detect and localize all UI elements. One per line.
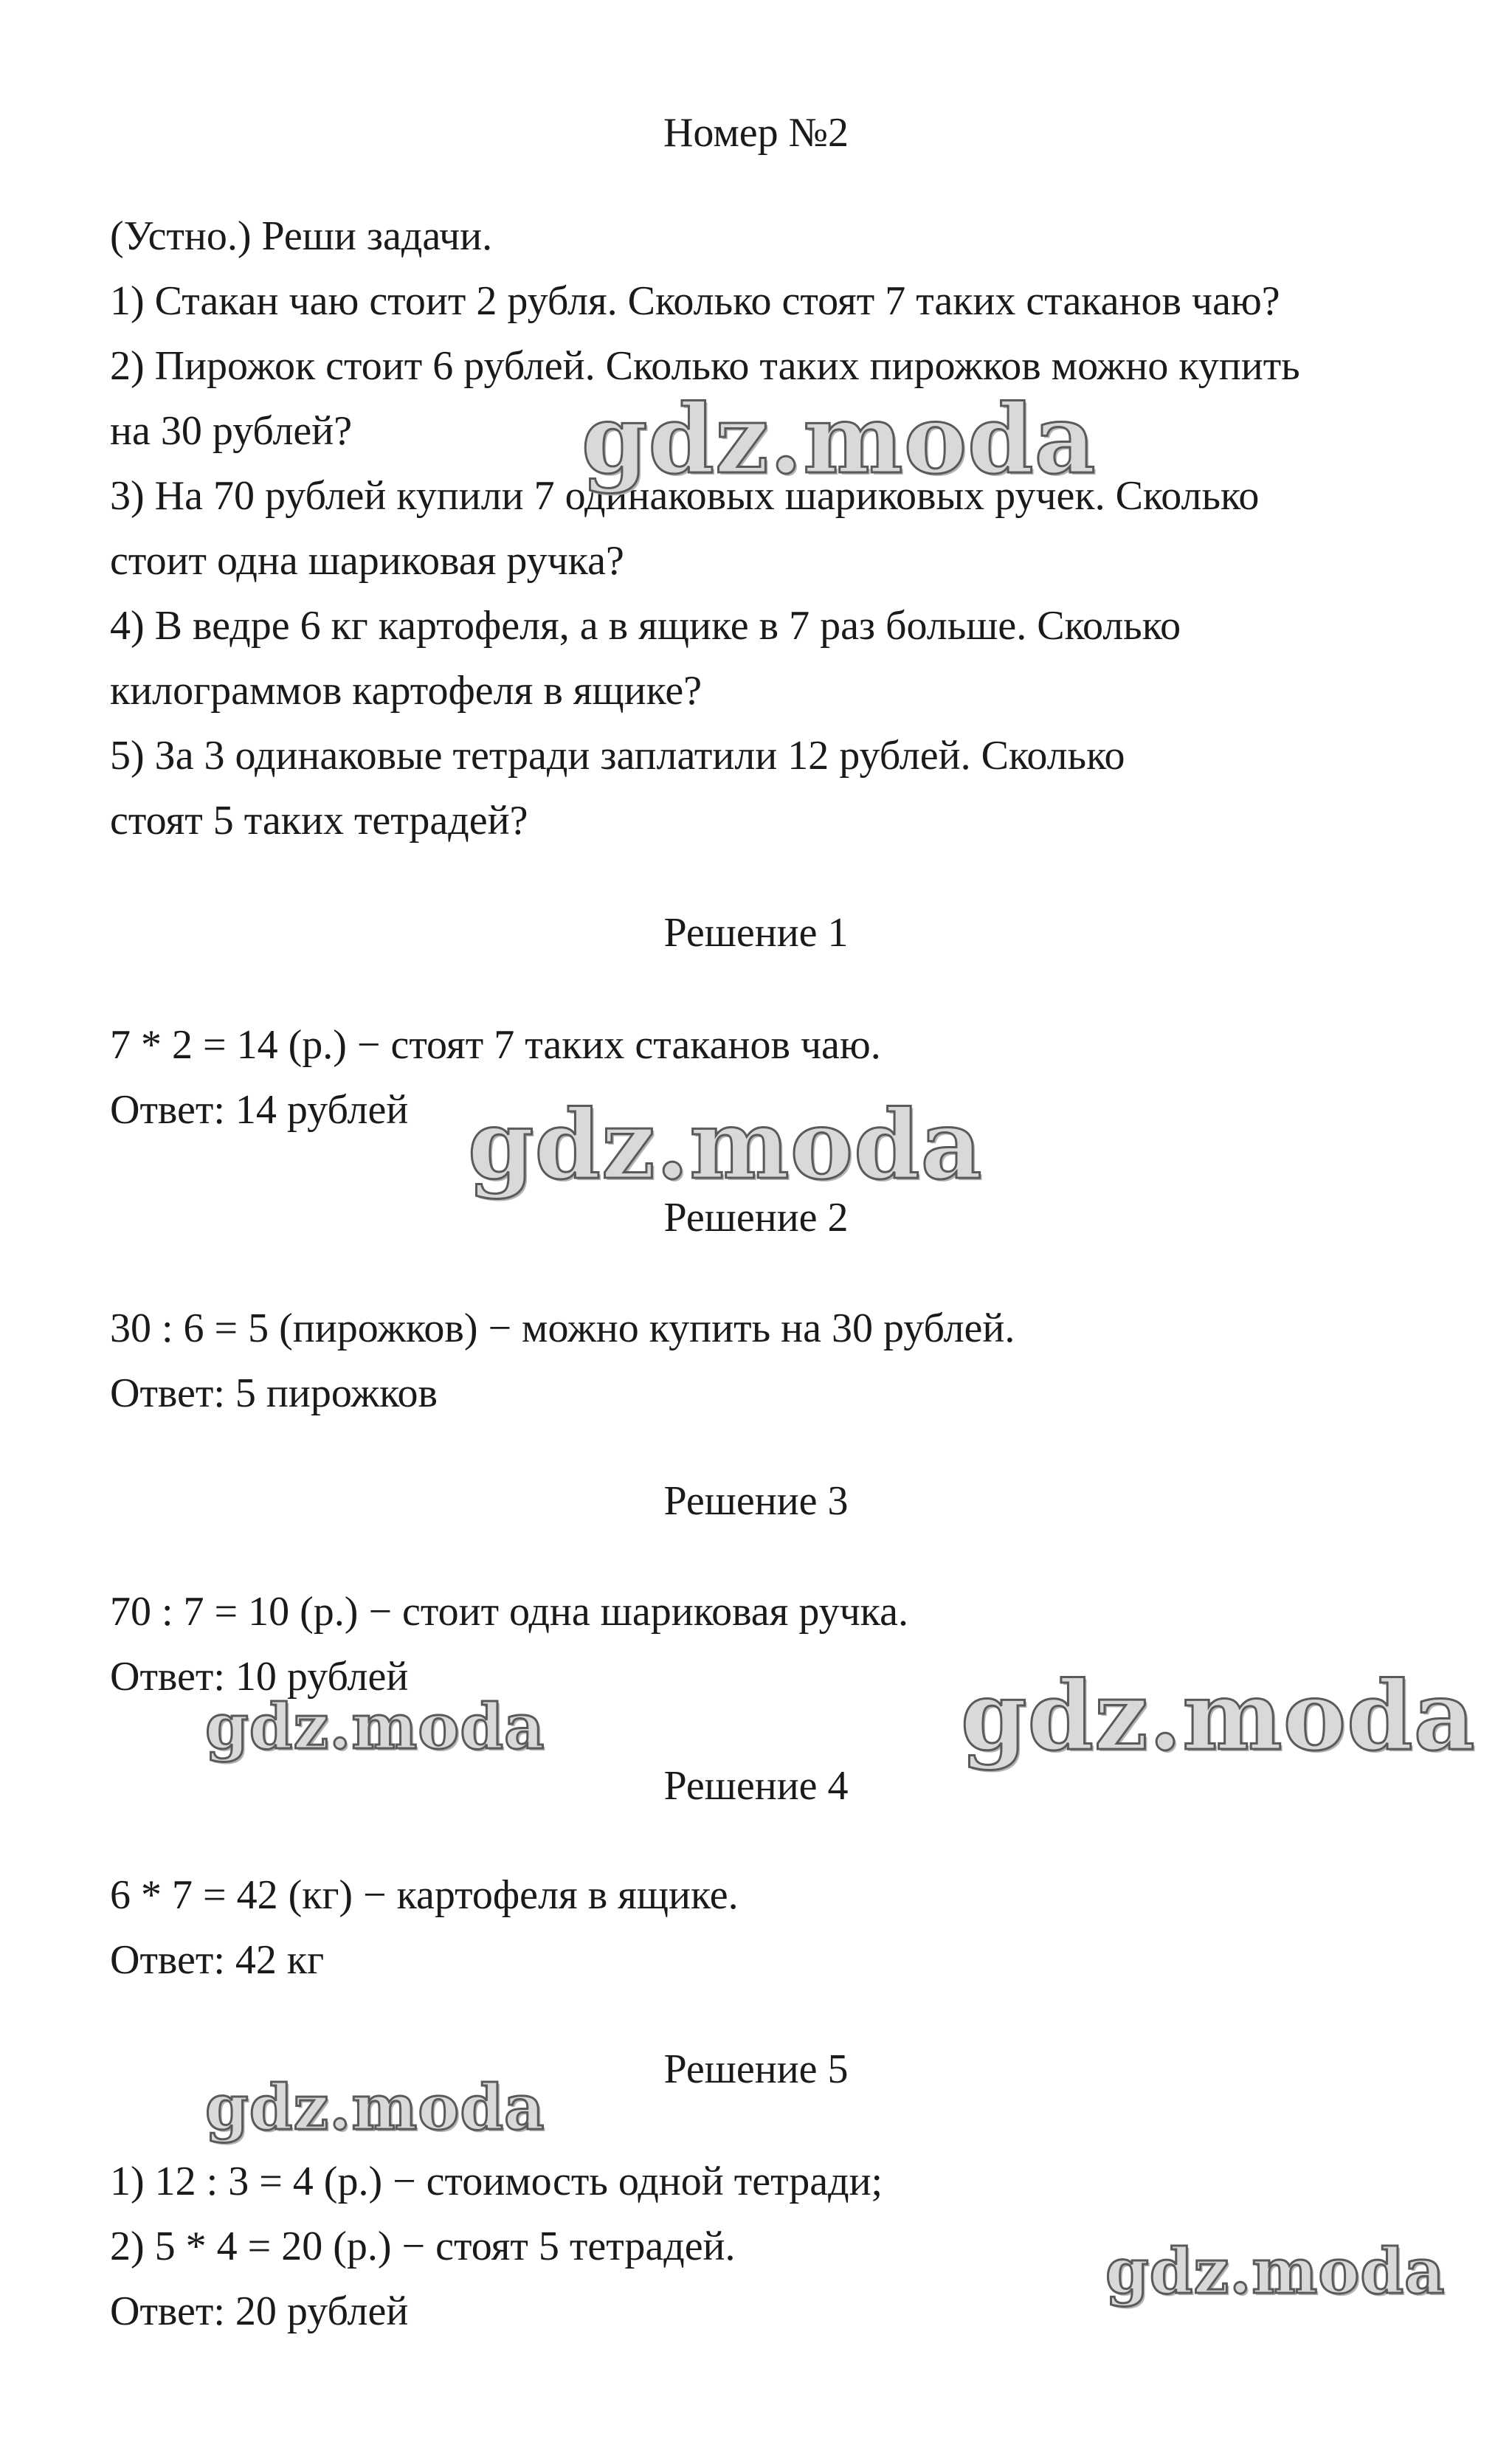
solution-heading: Решение 1	[663, 910, 849, 956]
task-line: 5) За 3 одинаковые тетради заплатили 12 рублей. Сколько	[110, 733, 1125, 779]
task-line: 2) Пирожок стоит 6 рублей. Сколько таких пирожков можно купить	[110, 343, 1300, 389]
watermark-logo: gdz.moda	[1105, 2235, 1446, 2308]
watermark-logo: gdz.moda	[205, 2071, 545, 2144]
solution-line: 2) 5 * 4 = 20 (р.) − стоят 5 тетрадей.	[110, 2224, 736, 2269]
page-title: Номер №2	[663, 110, 849, 156]
solution-heading: Решение 2	[663, 1195, 849, 1241]
solution-line: 30 : 6 = 5 (пирожков) − можно купить на 30 рублей.	[110, 1305, 1015, 1351]
solution-answer: Ответ: 5 пирожков	[110, 1370, 438, 1416]
solution-line: 6 * 7 = 42 (кг) − картофеля в ящике.	[110, 1872, 739, 1918]
watermark-logo: gdz.moda	[468, 1090, 983, 1201]
task-line: на 30 рублей?	[110, 408, 353, 454]
watermark-logo: gdz.moda	[205, 1690, 545, 1763]
watermark-logo: gdz.moda	[581, 384, 1097, 495]
solution-line: 7 * 2 = 14 (р.) − стоят 7 таких стаканов чаю.	[110, 1022, 881, 1068]
watermark-logo: gdz.moda	[961, 1661, 1476, 1772]
solution-answer: Ответ: 42 кг	[110, 1937, 325, 1983]
solution-heading: Решение 4	[663, 1763, 849, 1809]
solution-line: 70 : 7 = 10 (р.) − стоит одна шариковая ручка.	[110, 1589, 909, 1635]
task-line: стоит одна шариковая ручка?	[110, 538, 624, 584]
solution-heading: Решение 3	[663, 1478, 849, 1524]
solution-answer: Ответ: 10 рублей	[110, 1654, 409, 1700]
solution-heading: Решение 5	[663, 2046, 849, 2092]
task-line: 1) Стакан чаю стоит 2 рубля. Сколько стоят 7 таких стаканов чаю?	[110, 278, 1280, 324]
task-line: килограммов картофеля в ящике?	[110, 668, 703, 714]
solution-line: 1) 12 : 3 = 4 (р.) − стоимость одной тетради;	[110, 2159, 883, 2204]
solution-answer: Ответ: 20 рублей	[110, 2288, 409, 2334]
task-intro: (Устно.) Реши задачи.	[110, 213, 493, 259]
task-line: 4) В ведре 6 кг картофеля, а в ящике в 7 раз больше. Сколько	[110, 603, 1181, 649]
solution-answer: Ответ: 14 рублей	[110, 1087, 409, 1133]
task-line: 3) На 70 рублей купили 7 одинаковых шариковых ручек. Сколько	[110, 473, 1260, 519]
task-line: стоят 5 таких тетрадей?	[110, 798, 528, 844]
